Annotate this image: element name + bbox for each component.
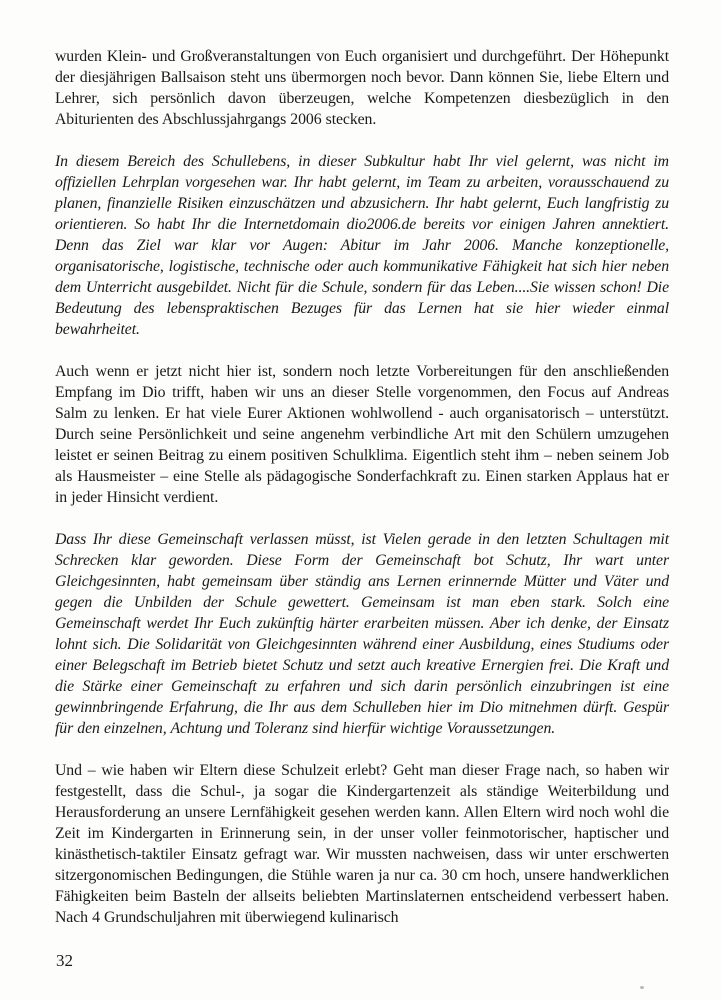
scan-speck <box>640 986 644 989</box>
paragraph: In diesem Bereich des Schullebens, in dieser Subkultur habt Ihr viel gelernt, was nicht im offiziellen Lehrplan vorgesehen war. Ihr habt gelernt, im Team zu arbeiten, vorausschauend zu planen, finanzielle Risiken einzuschätzen und abzusichern. Ihr habt gelernt, Euch langfristig zu orientieren. So habt Ihr die Internetdomain dio2006.de bereits vor einigen Jahren annektiert. Denn das Ziel war klar vor Augen: Abitur im Jahr 2006. Manche konzeptionelle, organisatorische, logistische, technische oder auch kommunikative Fähigkeit hat sich hier neben dem Unterricht ausgebildet. Nicht für die Schule, sondern für das Leben....Sie wissen schon! Die Bedeutung des lebenspraktischen Bezuges für das Lernen hat sie hier wieder einmal bewahrheitet. <box>55 153 669 338</box>
text-block <box>55 46 669 928</box>
paragraph: Dass Ihr diese Gemeinschaft verlassen müsst, ist Vielen gerade in den letzten Schultagen mit Schrecken klar geworden. Diese Form der Gemeinschaft bot Schutz, Ihr wart unter Gleichgesinnten, habt gemeinsam über ständig ans Lernen erinnernde Mütter und Väter und gegen die Unbilden der Schule gewettert. Gemeinsam ist man eben stark. Solch eine Gemeinschaft werdet Ihr Euch zukünftig härter erarbeiten müssen. Aber ich denke, der Einsatz lohnt sich. Die Solidarität von Gleichgesinnten während einer Ausbildung, eines Studiums oder einer Belegschaft im Betrieb bietet Schutz und setzt auch kreative Ernergien frei. Die Kraft und die Stärke einer Gemeinschaft zu erfahren und sich darin persönlich einzubringen ist eine gewinnbringende Erfahrung, die Ihr aus dem Schulleben hier im Dio mitnehmen dürft. Gespür für den einzelnen, Achtung und Toleranz sind hierfür wichtige Voraussetzungen. <box>55 531 669 737</box>
paragraph: Auch wenn er jetzt nicht hier ist, sondern noch letzte Vorbereitungen für den anschließenden Empfang im Dio trifft, haben wir uns an dieser Stelle vorgenommen, den Focus auf Andreas Salm zu lenken. Er hat viele Eurer Aktionen wohlwollend - auch organisatorisch – unterstützt. Durch seine Persönlichkeit und seine angenehm verbindliche Art mit den Schülern umzugehen leistet er seinen Beitrag zu einem positiven Schulklima. Eigentlich steht ihm – neben seinem Job als Hausmeister – eine Stelle als pädagogische Sonderfachkraft zu. Einen starken Applaus hat er in jeder Hinsicht verdient. <box>55 363 669 506</box>
page-number: 32 <box>56 951 73 970</box>
paragraph: Und – wie haben wir Eltern diese Schulzeit erlebt? Geht man dieser Frage nach, so haben wir festgestellt, dass die Schul-, ja sogar die Kindergartenzeit als ständige Weiterbildung und Herausforderung an unsere Lernfähigkeit gesehen werden kann. Allen Eltern wird noch wohl die Zeit im Kindergarten in Erinnerung sein, in der unser voller feinmotorischer, haptischer und kinästhetisch-taktiler Einsatz gefragt war. Wir mussten nachweisen, dass wir unter erschwerten sitzergonomischen Bedingungen, die Stühle waren ja nur ca. 30 cm hoch, unsere handwerklichen Fähigkeiten beim Basteln der allseits beliebten Martinslaternen entscheidend verbessert haben. Nach 4 Grundschuljahren mit überwiegend kulinarisch <box>55 762 669 926</box>
paragraph: wurden Klein- und Großveranstaltungen von Euch organisiert und durchgeführt. Der Höhepunkt der diesjährigen Ballsaison steht uns übermorgen noch bevor. Dann können Sie, liebe Eltern und Lehrer, sich persönlich davon überzeugen, welche Kompetenzen diesbezüglich in den Abiturienten des Abschlussjahrgangs 2006 stecken. <box>55 48 669 128</box>
